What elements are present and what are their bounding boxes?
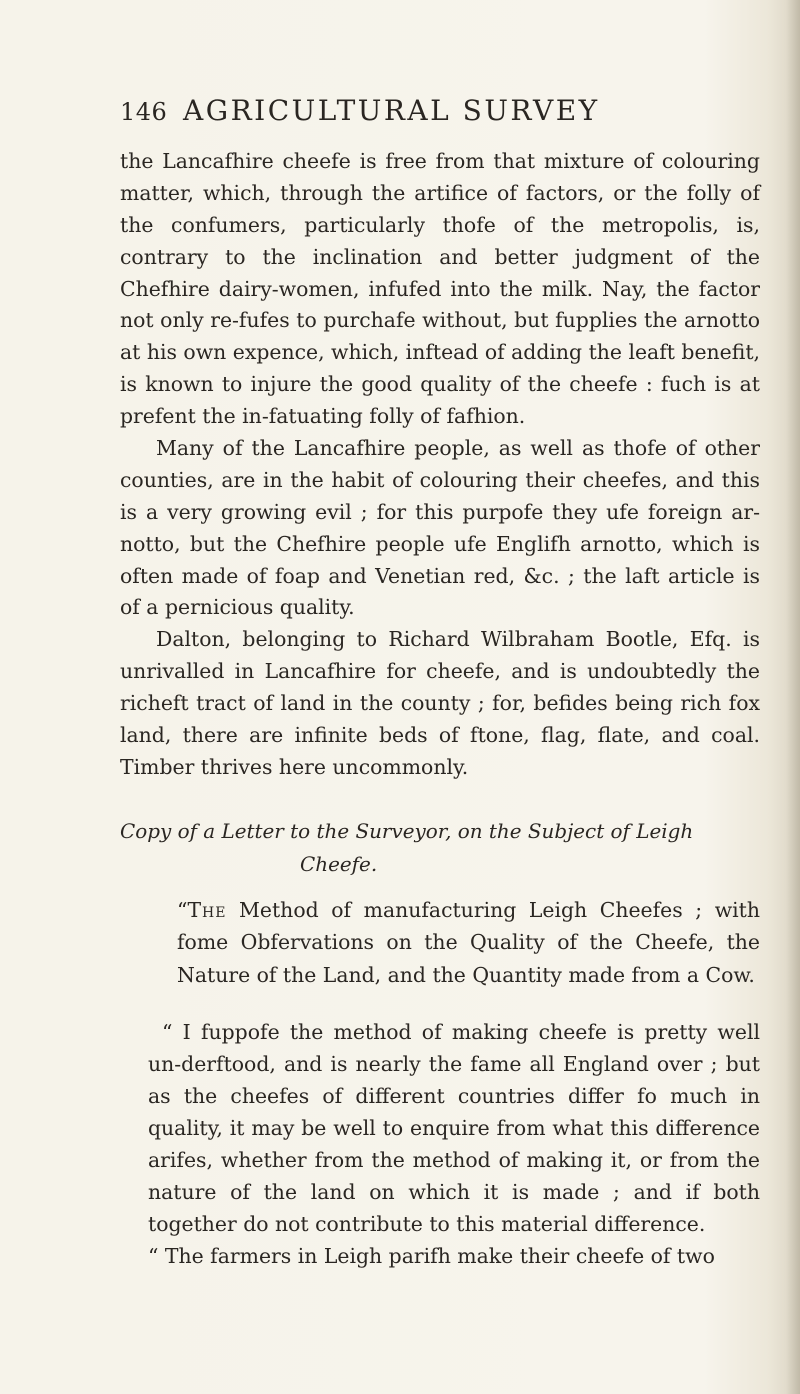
main-text: [120, 146, 760, 784]
letter-paragraph: “ I fuppofe the method of making cheefe is pretty well un-derftood, and is nearly the fame all England over ; but as the cheefes of different countries differ fo much in quality, it may be well to enquire from what this difference arifes, whether from the method of making it, or from the nature of the land on which it is made ; and if both together do not contribute to this material difference.: [148, 1019, 760, 1237]
page-edge-shadow: [786, 0, 800, 1394]
open-quote: “: [177, 898, 188, 923]
letter-caption-line-2: Cheefe.: [300, 852, 378, 876]
title-rest: Method of manufacturing Leigh Cheefes ; with fome Obfervations on the Quality of the Cheefe, the Nature of the Land, and the Quantity made from a Cow.: [177, 898, 760, 987]
running-title: AGRICULTURAL SURVEY: [183, 94, 600, 127]
title-first-word: The: [187, 898, 227, 923]
letter-paragraph: “ The farmers in Leigh parifh make their cheefe of two: [148, 1244, 715, 1269]
letter-title: [177, 894, 760, 991]
page-header: [120, 92, 760, 132]
page-number: 146: [120, 98, 168, 126]
paragraph-dalton: Dalton, belonging to Richard Wilbraham Bootle, Efq. is unrivalled in Lancafhire for cheefe, and is undoubtedly the richeft tract of land in the county ; for, befides being rich fox land, there are infinite beds of ftone, flag, flate, and coal. Timber thrives here uncommonly.: [120, 627, 760, 779]
letter-caption-line-1: Copy of a Letter to the Surveyor, on the Subject of Leigh: [120, 820, 694, 844]
paragraph-colouring: Many of the Lancafhire people, as well as thofe of other counties, are in the habit of colouring their cheefes, and this is a very growing evil ; for this purpofe they ufe foreign ar-notto, but the Chefhire people ufe Englifh arnotto, which is often made of foap and Venetian red, &c. ; the laft article is of a pernicious quality.: [120, 436, 760, 620]
paragraph-lancashire-cheese: the Lancafhire cheefe is free from that mixture of colouring matter, which, through the artifice of factors, or the folly of the confumers, particularly thofe of the metropolis, is, contrary to the inclination and better judgment of the Chefhire dairy-women, infufed into the milk. Nay, the factor not only re-fufes to purchafe without, but fupplies the arnotto at his own expence, which, inftead of adding the leaft benefit, is known to injure the good quality of the cheefe : fuch is at prefent the in-fatuating folly of fafhion.: [120, 149, 761, 429]
letter-body: [148, 1016, 760, 1273]
